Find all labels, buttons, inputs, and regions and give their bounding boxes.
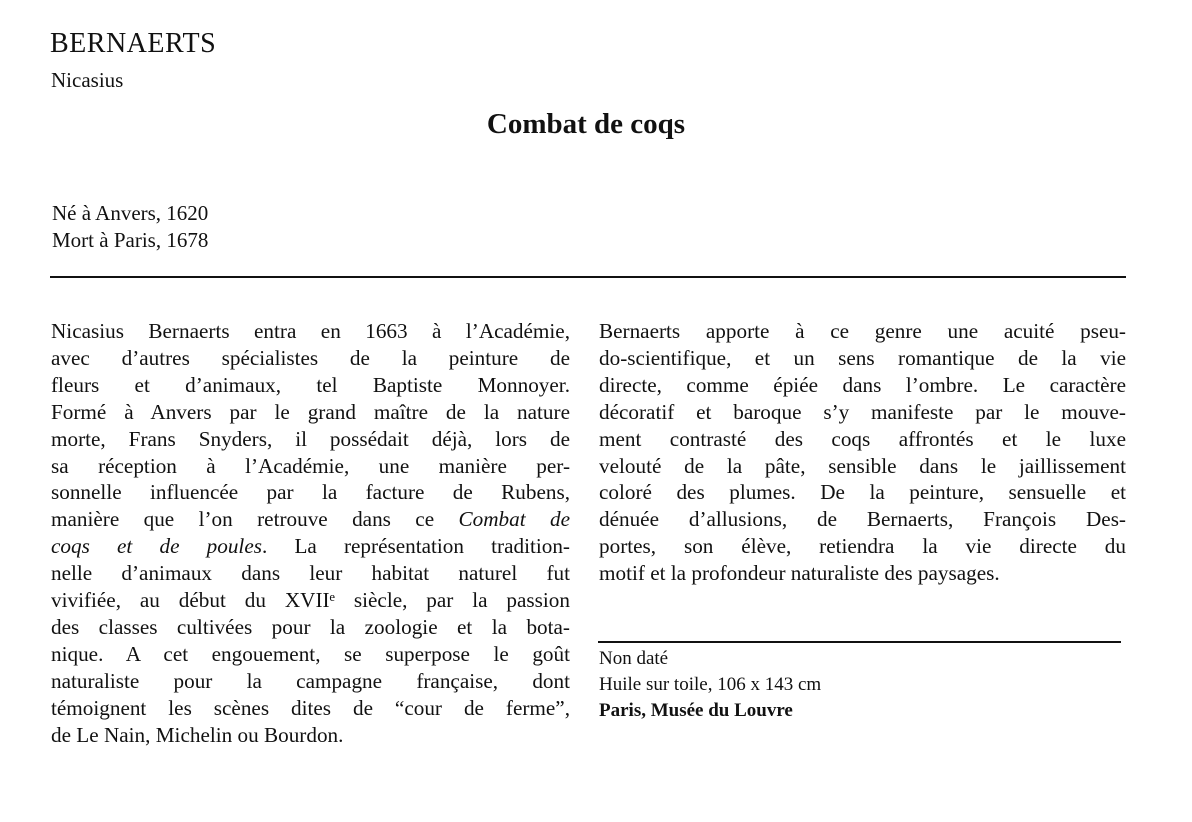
artist-biography [52, 200, 208, 254]
info-divider [598, 641, 1121, 643]
artist-surname: BERNAERTS [50, 28, 217, 59]
artwork-location: Paris, Musée du Louvre [599, 700, 793, 721]
artwork-date: Non daté [599, 648, 669, 669]
text-line: décoratif et baroque s’y manifeste par le mouve- [599, 399, 1126, 424]
birth-info: Né à Anvers, 1620 [52, 201, 209, 225]
text-line: directe, comme épiée dans l’ombre. Le caractère [599, 372, 1126, 397]
text-line: do-scientifique, et un sens romantique de la vie [599, 345, 1126, 370]
artwork-title: Combat de coqs [486, 108, 686, 140]
text-line: ment contrasté des coqs affrontés et le luxe [599, 426, 1126, 451]
text-line: sa réception à l’Académie, une manière per- [51, 453, 570, 478]
text-line: vivifiée, au début du XVIIᵉ siècle, par la passion [51, 588, 570, 613]
text-line: naturaliste pour la campagne française, dont [51, 668, 570, 693]
text-line: fleurs et d’animaux, tel Baptiste Monnoyer. [51, 372, 570, 397]
artwork-reference: Combat de [458, 507, 571, 532]
text-line: Nicasius Bernaerts entra en 1663 à l’Académie, [51, 319, 570, 343]
text-column-left [51, 318, 570, 749]
text-line: nelle d’animaux dans leur habitat naturel fut [51, 561, 570, 586]
artwork-medium: Huile sur toile, 106 x 143 cm [599, 674, 822, 695]
text-line [51, 506, 570, 533]
text-line: de Le Nain, Michelin ou Bourdon. [51, 722, 344, 747]
artist-first-name: Nicasius [51, 68, 124, 92]
text-segment: . La représentation tradition- [261, 534, 570, 559]
text-line: Bernaerts apporte à ce genre une acuité pseu- [599, 319, 1126, 343]
text-line: morte, Frans Snyders, il possédait déjà, lors de [51, 426, 570, 451]
text-line: velouté de la pâte, sensible dans le jaillissement [599, 453, 1126, 478]
text-line: portes, son élève, retiendra la vie directe du [599, 534, 1126, 559]
header-divider [50, 276, 1126, 278]
text-segment: manière que l’on retrouve dans ce [51, 507, 435, 532]
artwork-info [599, 646, 821, 724]
death-info: Mort à Paris, 1678 [52, 228, 209, 252]
text-line: motif et la profondeur naturaliste des paysages. [599, 561, 1000, 586]
text-line: témoignent les scènes dites de “cour de ferme”, [51, 695, 570, 720]
text-line [51, 533, 570, 560]
text-line: Formé à Anvers par le grand maître de la nature [51, 399, 570, 424]
text-line: avec d’autres spécialistes de la peinture de [51, 345, 570, 370]
text-line: nique. A cet engouement, se superpose le goût [51, 641, 570, 666]
text-line: sonnelle influencée par la facture de Rubens, [51, 480, 570, 505]
artwork-reference: coqs et de poules [51, 534, 262, 559]
text-line: des classes cultivées pour la zoologie et la bota- [51, 614, 570, 639]
text-line: coloré des plumes. De la peinture, sensuelle et [599, 480, 1126, 505]
text-column-right [599, 318, 1126, 587]
text-line: dénuée d’allusions, de Bernaerts, François Des- [599, 507, 1126, 532]
